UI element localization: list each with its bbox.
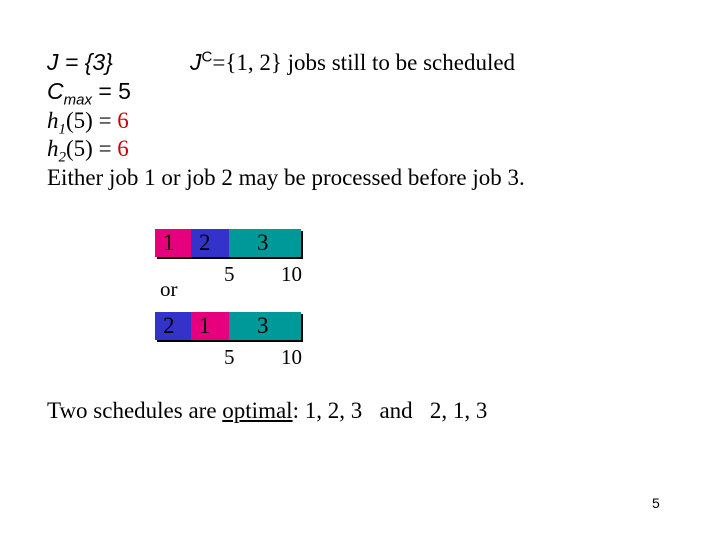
cmax-base: C <box>47 78 64 104</box>
schedule-1-job-block <box>191 229 229 257</box>
schedule-1-block-2-label: 2 <box>199 230 211 255</box>
h1-rest: (5) = <box>66 108 118 133</box>
conclusion-line <box>47 397 487 424</box>
schedule-2-block-1-label: 2 <box>163 313 175 338</box>
cmax-value: = 5 <box>91 78 131 104</box>
schedule-2-job-block <box>191 312 229 340</box>
j-set-line <box>47 49 113 76</box>
jc-text: ={1, 2} jobs still to be scheduled <box>212 50 516 75</box>
j-set-text: J = {3} <box>47 49 113 75</box>
jc-line <box>190 49 515 76</box>
h1-base: h <box>47 108 59 133</box>
h2-sub: 2 <box>58 149 66 166</box>
cmax-sub: max <box>63 91 92 109</box>
schedule-1-tick-10: 10 <box>281 262 302 286</box>
h2-value: 6 <box>117 136 129 161</box>
schedule-1-tick-5: 5 <box>224 262 235 286</box>
h2-line <box>47 135 129 166</box>
h1-value: 6 <box>117 108 129 133</box>
h1-sub: 1 <box>58 121 66 138</box>
h1-line <box>47 107 129 138</box>
schedule-2-tick-5: 5 <box>224 345 235 369</box>
or-label: or <box>160 277 178 301</box>
schedule-1-job-block <box>229 229 301 257</box>
h2-rest: (5) = <box>66 136 118 161</box>
conclusion-underlined: optimal <box>222 398 293 423</box>
schedule-2-job-block <box>155 312 191 340</box>
schedule-1-block-1-label: 1 <box>163 230 175 255</box>
h2-base: h <box>47 136 59 161</box>
either-line: Either job 1 or job 2 may be processed before job 3. <box>47 165 525 190</box>
page-number: 5 <box>652 495 660 511</box>
schedule-1-gantt <box>155 229 301 257</box>
schedule-2-tick-10: 10 <box>281 345 302 369</box>
conclusion-prefix: Two schedules are <box>47 398 223 423</box>
schedule-2-gantt <box>155 312 301 340</box>
conclusion-suffix: : 1, 2, 3 and 2, 1, 3 <box>292 398 488 423</box>
cmax-line <box>47 78 131 109</box>
schedule-1-job-block <box>155 229 191 257</box>
schedule-2-block-2-label: 1 <box>199 313 211 338</box>
schedule-2-job-block <box>229 312 301 340</box>
schedule-2-block-3-label: 3 <box>257 313 269 338</box>
schedule-1-block-3-label: 3 <box>257 230 269 255</box>
jc-sup: C <box>201 48 213 66</box>
jc-prefix: J <box>190 49 202 75</box>
